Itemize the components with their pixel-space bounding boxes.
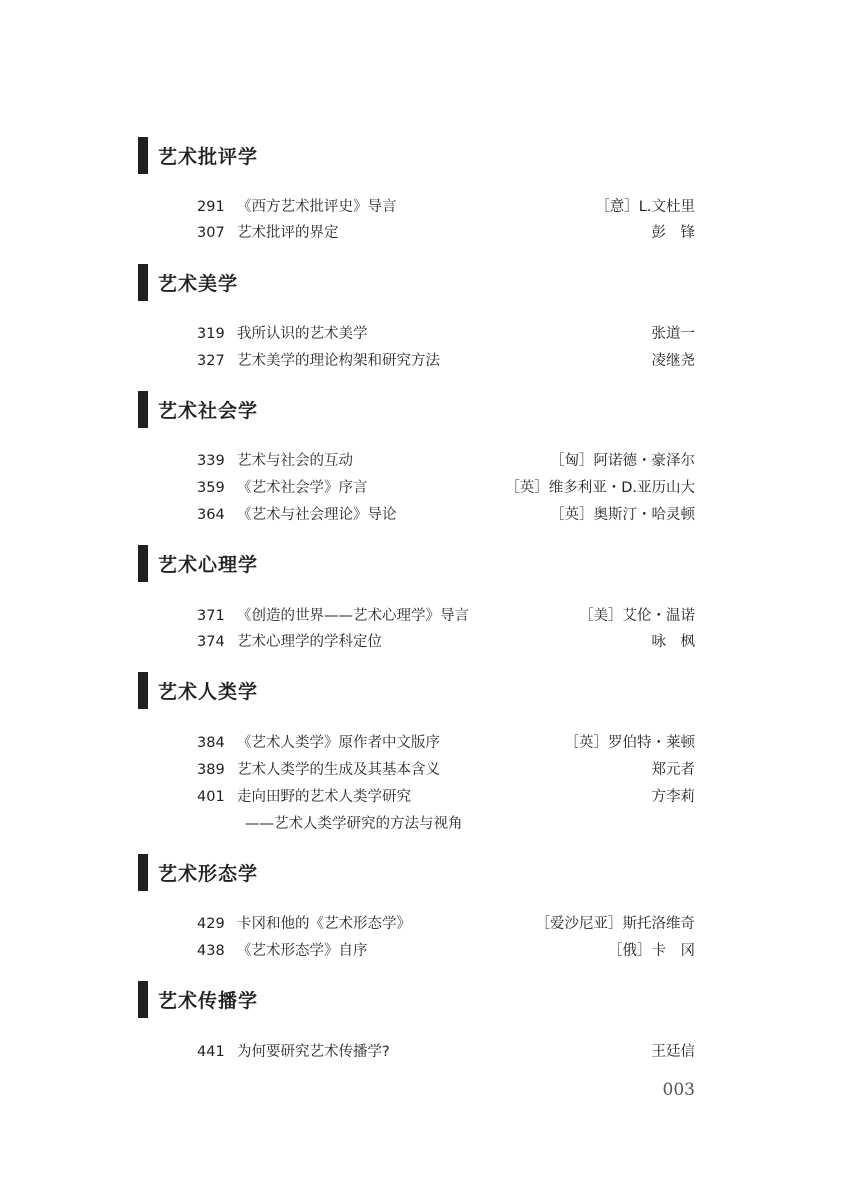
- section-title: 艺术传播学: [158, 990, 259, 1012]
- entry-title: 艺术人类学的生成及其基本含义: [237, 762, 440, 778]
- section-title: 艺术社会学: [158, 400, 259, 422]
- entry-author: 咏 枫: [651, 634, 695, 650]
- section-title: 艺术美学: [158, 273, 239, 295]
- entry-title: 为何要研究艺术传播学?: [237, 1044, 390, 1060]
- section-header: [138, 545, 258, 582]
- toc-entry[interactable]: [195, 732, 695, 754]
- entry-title: 《艺术人类学》原作者中文版序: [237, 735, 440, 751]
- toc-entry[interactable]: [195, 759, 695, 781]
- section-marker-bar: [138, 545, 148, 582]
- section-header: [138, 672, 258, 709]
- entry-author: 方李莉: [651, 789, 695, 805]
- section-title: 艺术心理学: [158, 554, 259, 576]
- section-marker-bar: [138, 391, 148, 428]
- section-marker-bar: [138, 137, 148, 174]
- entry-page-number: 384: [197, 735, 225, 751]
- toc-entry[interactable]: [195, 605, 695, 627]
- entry-page-number: 441: [197, 1044, 225, 1060]
- entry-author: 凌继尧: [651, 353, 695, 369]
- section-marker-bar: [138, 981, 148, 1018]
- entry-author: ［美］艾伦・温诺: [579, 608, 695, 624]
- entry-author: 郑元者: [651, 762, 695, 778]
- toc-entry[interactable]: [195, 1041, 695, 1063]
- entry-page-number: 359: [197, 480, 225, 496]
- entry-author: ［匈］阿诺德・豪泽尔: [550, 453, 695, 469]
- entry-title: 《西方艺术批评史》导言: [237, 199, 397, 215]
- toc-entry[interactable]: [195, 350, 695, 372]
- entry-page-number: 438: [197, 943, 225, 959]
- entry-title: 《艺术社会学》序言: [237, 480, 368, 496]
- entry-title: 艺术批评的界定: [237, 225, 339, 241]
- entry-author: ［英］维多利亚・D.亚历山大: [505, 480, 695, 496]
- toc-entry[interactable]: [195, 450, 695, 472]
- entry-page-number: 339: [197, 453, 225, 469]
- entry-title: 卡冈和他的《艺术形态学》: [237, 916, 411, 932]
- entry-author: ［俄］卡 冈: [608, 943, 695, 959]
- entry-title: 艺术与社会的互动: [237, 453, 353, 469]
- entry-page-number: 291: [197, 199, 225, 215]
- entry-page-number: 374: [197, 634, 225, 650]
- entry-author: 彭 锋: [651, 225, 695, 241]
- section-marker-bar: [138, 854, 148, 891]
- toc-entry[interactable]: [195, 913, 695, 935]
- entry-page-number: 371: [197, 608, 225, 624]
- section-header: [138, 854, 258, 891]
- entry-page-number: 307: [197, 225, 225, 241]
- section-header: [138, 981, 258, 1018]
- entry-author: ［英］奥斯汀・哈灵顿: [550, 507, 695, 523]
- entry-title: 《艺术与社会理论》导论: [237, 507, 397, 523]
- entry-page-number: 389: [197, 762, 225, 778]
- section-header: [138, 137, 258, 174]
- toc-entry[interactable]: [195, 222, 695, 244]
- toc-entry[interactable]: [195, 196, 695, 218]
- toc-entry[interactable]: [195, 631, 695, 653]
- section-header: [138, 264, 238, 301]
- page-folio-number: 003: [662, 1080, 695, 1100]
- section-header: [138, 391, 258, 428]
- entry-page-number: 319: [197, 326, 225, 342]
- entry-author: ［英］罗伯特・莱顿: [564, 735, 695, 751]
- section-marker-bar: [138, 264, 148, 301]
- toc-entry[interactable]: [195, 940, 695, 962]
- entry-page-number: 327: [197, 353, 225, 369]
- toc-entry[interactable]: [195, 323, 695, 345]
- entry-page-number: 429: [197, 916, 225, 932]
- toc-entry[interactable]: [195, 504, 695, 526]
- entry-title: 艺术美学的理论构架和研究方法: [237, 353, 440, 369]
- entry-title: 走向田野的艺术人类学研究: [237, 789, 411, 805]
- section-title: 艺术人类学: [158, 681, 259, 703]
- entry-author: 王廷信: [651, 1044, 695, 1060]
- entry-page-number: 401: [197, 789, 225, 805]
- entry-title: 《创造的世界——艺术心理学》导言: [237, 608, 469, 624]
- section-marker-bar: [138, 672, 148, 709]
- entry-page-number: 364: [197, 507, 225, 523]
- entry-title: 艺术心理学的学科定位: [237, 634, 382, 650]
- entry-title: 《艺术形态学》自序: [237, 943, 368, 959]
- entry-subtitle: ——艺术人类学研究的方法与视角: [245, 816, 463, 832]
- entry-author: ［爱沙尼亚］斯托洛维奇: [535, 916, 695, 932]
- entry-author: 张道一: [651, 326, 695, 342]
- entry-author: ［意］L.文杜里: [595, 199, 695, 215]
- toc-entry[interactable]: [195, 786, 695, 832]
- section-title: 艺术形态学: [158, 863, 259, 885]
- toc-entry[interactable]: [195, 477, 695, 499]
- section-title: 艺术批评学: [158, 146, 259, 168]
- entry-title: 我所认识的艺术美学: [237, 326, 368, 342]
